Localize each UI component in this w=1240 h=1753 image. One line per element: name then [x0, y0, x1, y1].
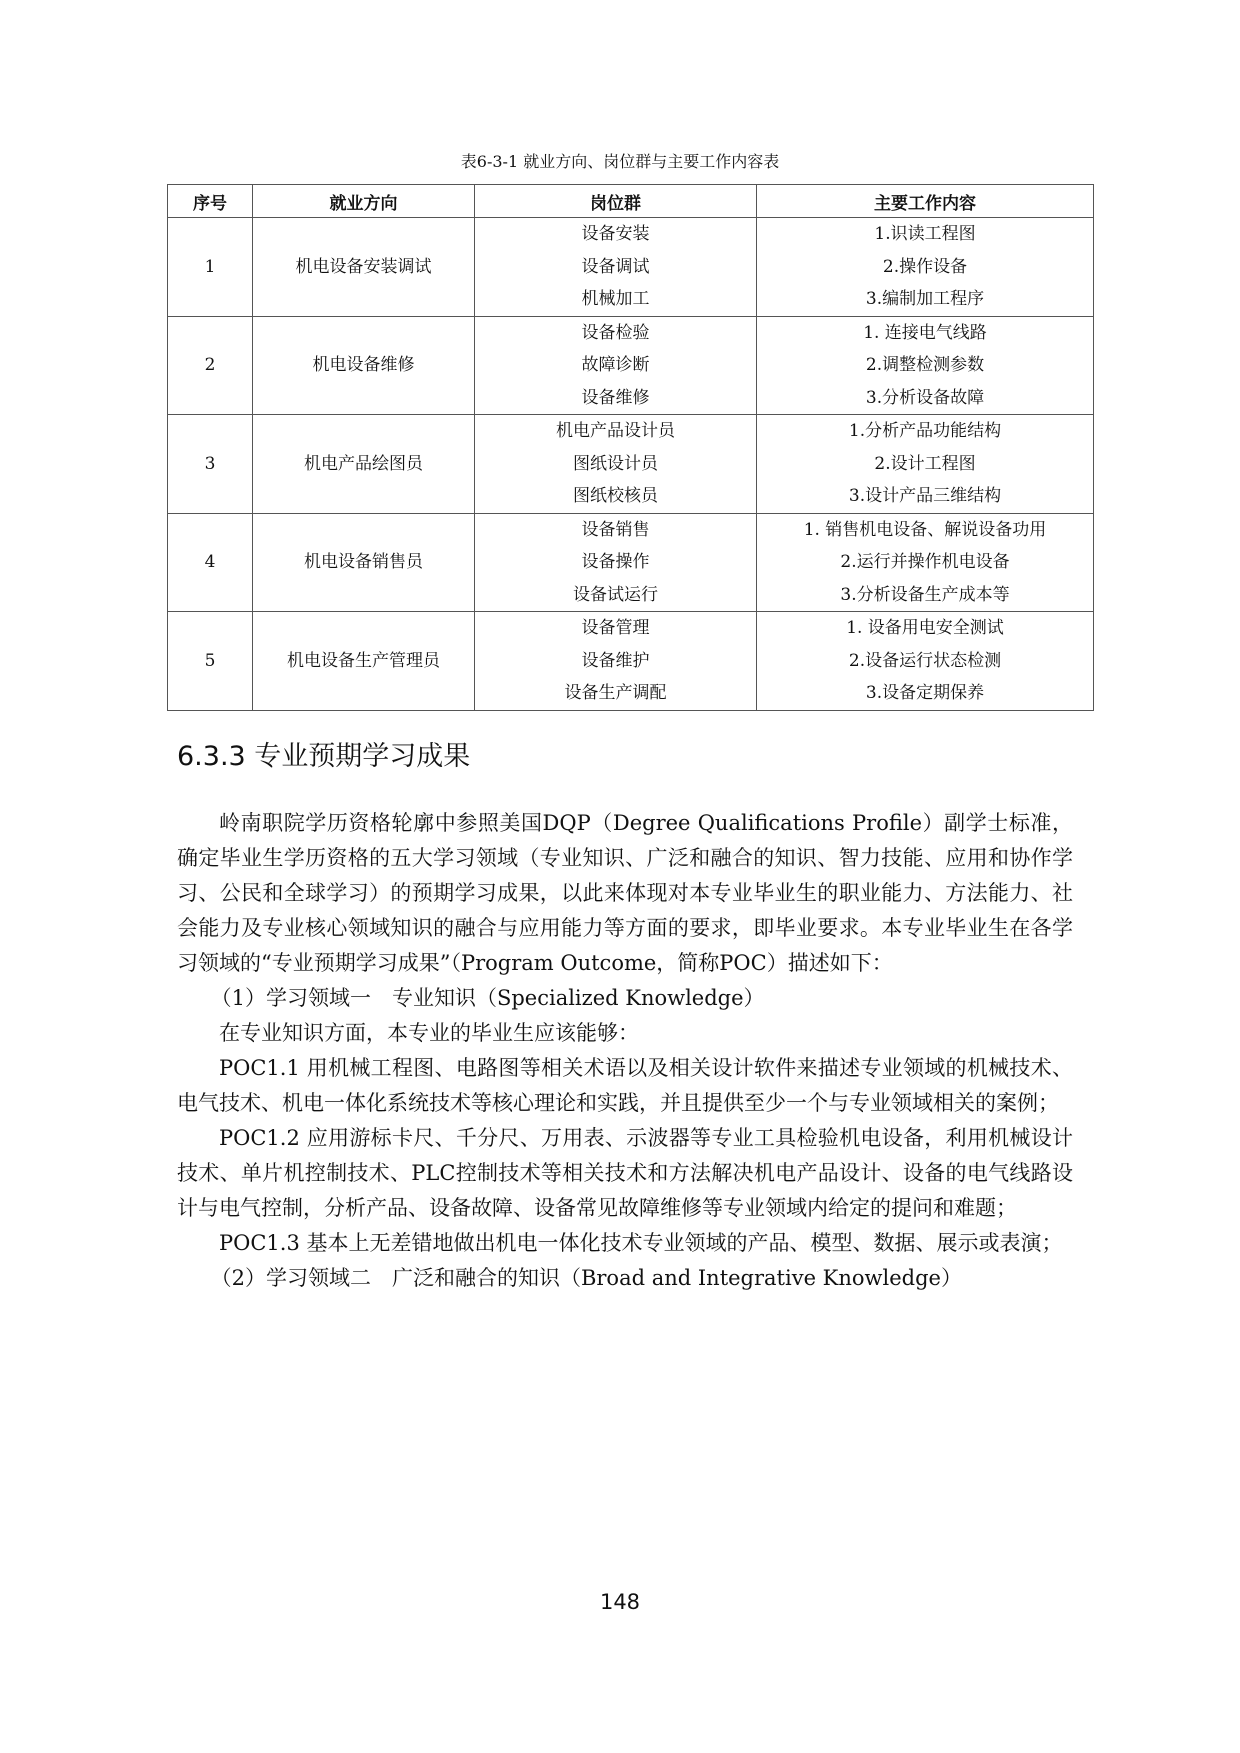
table-row — [168, 612, 1094, 711]
row-number — [168, 513, 253, 612]
row-direction — [253, 218, 475, 317]
intro-paragraph: 岭南职院学历资格轮廓中参照美国DQP（Degree Qualifications Profile）副学士标准，确定毕业生学历资格的五大学习领域（专业知识、广泛和融合的知识、智力技能、应用和协作学习、公民和全球学习）的预期学习成果，以此来体现对本专业毕业生的职业能力、方法能力、社会能力及专业核心领域知识的融合与应用能力等方面的要求，即毕业要求。本专业毕业生在各学习领域的“专业预期学习成果”（Program Outcome，简称POC）描述如下： — [177, 811, 1073, 975]
row-number — [168, 218, 253, 317]
row-work-text: 1. 连接电气线路 2.调整检测参数 3.分析设备故障 — [863, 322, 987, 408]
row-work-text: 1. 设备用电安全测试 2.设备运行状态检测 3.设备定期保养 — [846, 618, 1004, 703]
header-direction: 就业方向 — [253, 185, 475, 218]
employment-table — [167, 184, 1094, 711]
row-number-text: 5 — [204, 650, 216, 671]
row-work — [757, 316, 1094, 415]
row-direction-text: 机电设备销售员 — [304, 552, 423, 572]
row-positions-text: 设备管理 设备维护 设备生产调配 — [564, 618, 667, 703]
row-direction-text: 机电产品绘图员 — [304, 453, 423, 474]
domain2-heading: （2）学习领域二 广泛和融合的知识（Broad and Integrative Knowledge） — [210, 1266, 962, 1290]
table-row — [168, 513, 1094, 612]
domain1-heading: （1）学习领域一 专业知识（Specialized Knowledge） — [210, 986, 765, 1010]
row-positions-text: 设备检验 故障诊断 设备维修 — [581, 322, 650, 408]
row-number — [168, 415, 253, 514]
row-direction-text: 机电设备生产管理员 — [287, 650, 440, 671]
row-positions — [475, 415, 757, 514]
table-row — [168, 316, 1094, 415]
row-positions — [475, 612, 757, 711]
row-positions — [475, 513, 757, 612]
poc-1-1: POC1.1 用机械工程图、电路图等相关术语以及相关设计软件来描述专业领域的机械技术、电气技术、机电一体化系统技术等核心理论和实践，并且提供至少一个与专业领域相关的案例； — [177, 1056, 1073, 1115]
poc-1-3: POC1.3 基本上无差错地做出机电一体化技术专业领域的产品、模型、数据、展示或表演； — [219, 1231, 1063, 1255]
row-number-text: 2 — [204, 355, 216, 375]
row-work — [757, 513, 1094, 612]
row-positions-text: 设备销售 设备操作 设备试运行 — [573, 519, 658, 605]
row-direction — [253, 513, 475, 612]
header-number: 序号 — [168, 185, 253, 218]
row-direction-text: 机电设备维修 — [312, 355, 415, 375]
row-positions-text: 机电产品设计员 图纸设计员 图纸校核员 — [556, 421, 675, 506]
row-work — [757, 218, 1094, 317]
row-work-text: 1. 销售机电设备、解说设备功用 2.运行并操作机电设备 3.分析设备生产成本等 — [803, 519, 1047, 605]
header-work: 主要工作内容 — [757, 185, 1094, 218]
table-row — [168, 415, 1094, 514]
table-caption: 表6-3-1 就业方向、岗位群与主要工作内容表 — [460, 152, 780, 171]
table-row — [168, 218, 1094, 317]
row-direction — [253, 415, 475, 514]
row-number-text: 4 — [204, 552, 216, 572]
row-direction — [253, 316, 475, 415]
page-number: 148 — [599, 1590, 641, 1614]
domain1-lead: 在专业知识方面，本专业的毕业生应该能够： — [219, 1021, 639, 1045]
row-number-text: 1 — [204, 256, 216, 277]
poc-1-2: POC1.2 应用游标卡尺、千分尺、万用表、示波器等专业工具检验机电设备，利用机械设计技术、单片机控制技术、PLC控制技术等相关技术和方法解决机电产品设计、设备的电气线路设计与电气控制，分析产品、设备故障、设备常见故障维修等专业领域内给定的提问和难题； — [177, 1126, 1073, 1220]
table-header-row — [168, 185, 1094, 218]
row-positions-text: 设备安装 设备调试 机械加工 — [581, 224, 650, 309]
header-positions: 岗位群 — [475, 185, 757, 218]
row-number — [168, 612, 253, 711]
row-work — [757, 415, 1094, 514]
row-work — [757, 612, 1094, 711]
body-text — [177, 806, 1073, 1296]
row-positions — [475, 316, 757, 415]
row-direction-text: 机电设备安装调试 — [295, 256, 432, 277]
row-work-text: 1.识读工程图 2.操作设备 3.编制加工程序 — [865, 224, 985, 309]
row-work-text: 1.分析产品功能结构 2.设计工程图 3.设计产品三维结构 — [848, 421, 1002, 506]
row-positions — [475, 218, 757, 317]
row-number-text: 3 — [204, 453, 216, 474]
section-heading: 6.3.3 专业预期学习成果 — [177, 741, 471, 772]
row-direction — [253, 612, 475, 711]
row-number — [168, 316, 253, 415]
